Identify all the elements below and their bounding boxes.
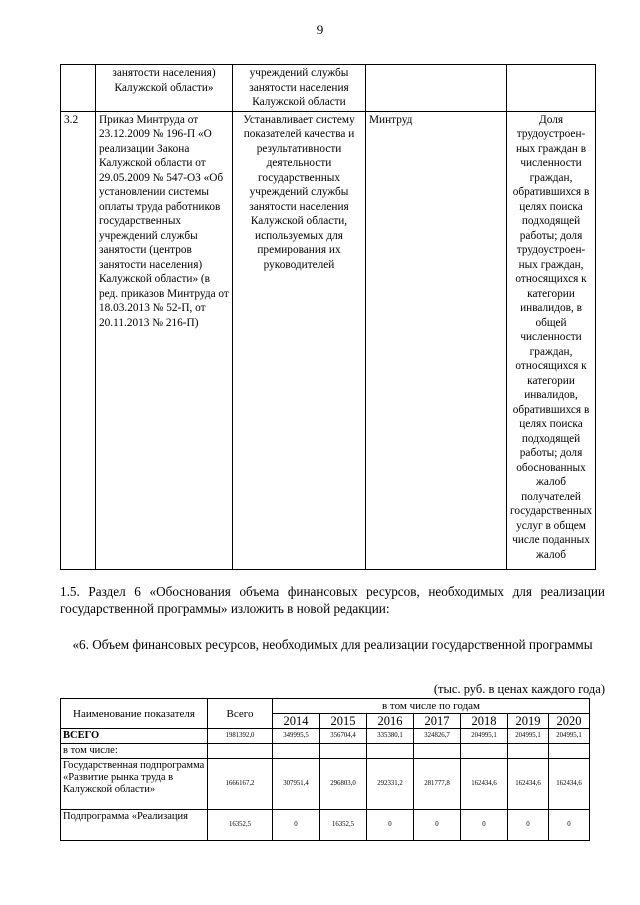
- cell-indicator: Доля трудоустроен-ных граждан в численности граждан, обратившихся в целях поиска подходящей работы; доля трудоустроен-ных граждан, относящихся к категории инвалидов, в общей численности граждан, относящихся к категории инвалидов, обратившихся в целях поиска подходящей работы; доля обоснованных жалоб получателей государственных услуг в общем числе поданных жалоб: [507, 111, 596, 569]
- row-value: 16352,5: [320, 810, 367, 841]
- units-note: (тыс. руб. в ценах каждого года): [433, 682, 605, 696]
- row-value: 204995,1: [549, 729, 590, 744]
- cell-number: 3.2: [61, 111, 96, 569]
- row-value: 0: [367, 810, 414, 841]
- row-value: 0: [508, 810, 549, 841]
- row-name: Подпрограмма «Реализация: [61, 810, 208, 841]
- row-total: 1666167,2: [208, 759, 273, 810]
- row-name: ВСЕГО: [61, 729, 208, 744]
- table-row: [61, 744, 590, 759]
- row-value: 281777,8: [414, 759, 461, 810]
- row-value: 204995,1: [508, 729, 549, 744]
- table-row: [61, 810, 590, 841]
- row-value: 0: [273, 810, 320, 841]
- header-year: 2017: [414, 714, 461, 729]
- row-value: 0: [461, 810, 508, 841]
- table-row: [61, 759, 590, 810]
- finance-table: [60, 698, 590, 841]
- cell-content: Устанавливает систему показателей качества и результативности деятельности государственных учреждений службы занятости населения Калужской области, используемых для премирования их руководителей: [233, 111, 366, 569]
- table-row: [61, 65, 596, 112]
- row-value: 296803,0: [320, 759, 367, 810]
- table-row: [61, 729, 590, 744]
- header-total: Всего: [208, 699, 273, 729]
- header-year: 2016: [367, 714, 414, 729]
- row-value: 292331,2: [367, 759, 414, 810]
- table-row: [61, 111, 596, 569]
- row-value: 162434,6: [508, 759, 549, 810]
- row-total: 1981392,0: [208, 729, 273, 744]
- row-value: 356704,4: [320, 729, 367, 744]
- cell-content-continued: учреждений службы занятости населения Калужской области: [233, 65, 366, 112]
- header-year: 2018: [461, 714, 508, 729]
- row-name: Государственная подпрограмма «Развитие рынка труда в Калужской области»: [61, 759, 208, 810]
- header-name: Наименование показателя: [61, 699, 208, 729]
- row-value: 0: [549, 810, 590, 841]
- header-year: 2020: [549, 714, 590, 729]
- row-value: 324826,7: [414, 729, 461, 744]
- header-row: [61, 699, 590, 714]
- cell-document: Приказ Минтруда от 23.12.2009 № 196-П «О реализации Закона Калужской области от 29.05.2009 № 547-ОЗ «Об установлении системы оплаты труда работников государственных учреждений службы занятости (центров занятости населения) Калужской области» (в ред. приказов Минтруда от 18.03.2013 № 52-П, от 20.11.2013 № 216-П): [96, 111, 233, 569]
- paragraph-1-5: 1.5. Раздел 6 «Обоснования объема финансовых ресурсов, необходимых для реализации государственной программы» изложить в новой редакции:: [60, 584, 605, 616]
- row-name: в том числе:: [61, 744, 208, 759]
- row-value: 204995,1: [461, 729, 508, 744]
- section-6-title: «6. Объем финансовых ресурсов, необходимых для реализации государственной программы: [72, 637, 593, 652]
- row-value: 0: [414, 810, 461, 841]
- measures-table: [60, 64, 596, 570]
- row-total: 16352,5: [208, 810, 273, 841]
- page-number: 9: [316, 22, 324, 37]
- cell-responsible: Минтруд: [366, 111, 507, 569]
- row-value: 335380,1: [367, 729, 414, 744]
- header-years-group: в том числе по годам: [273, 699, 590, 714]
- header-year: 2014: [273, 714, 320, 729]
- row-value: 307951,4: [273, 759, 320, 810]
- row-value: 349995,5: [273, 729, 320, 744]
- header-year: 2015: [320, 714, 367, 729]
- cell-doc-continued: занятости населения) Калужской области»: [96, 65, 233, 112]
- row-value: 162434,6: [461, 759, 508, 810]
- row-value: 162434,6: [549, 759, 590, 810]
- header-year: 2019: [508, 714, 549, 729]
